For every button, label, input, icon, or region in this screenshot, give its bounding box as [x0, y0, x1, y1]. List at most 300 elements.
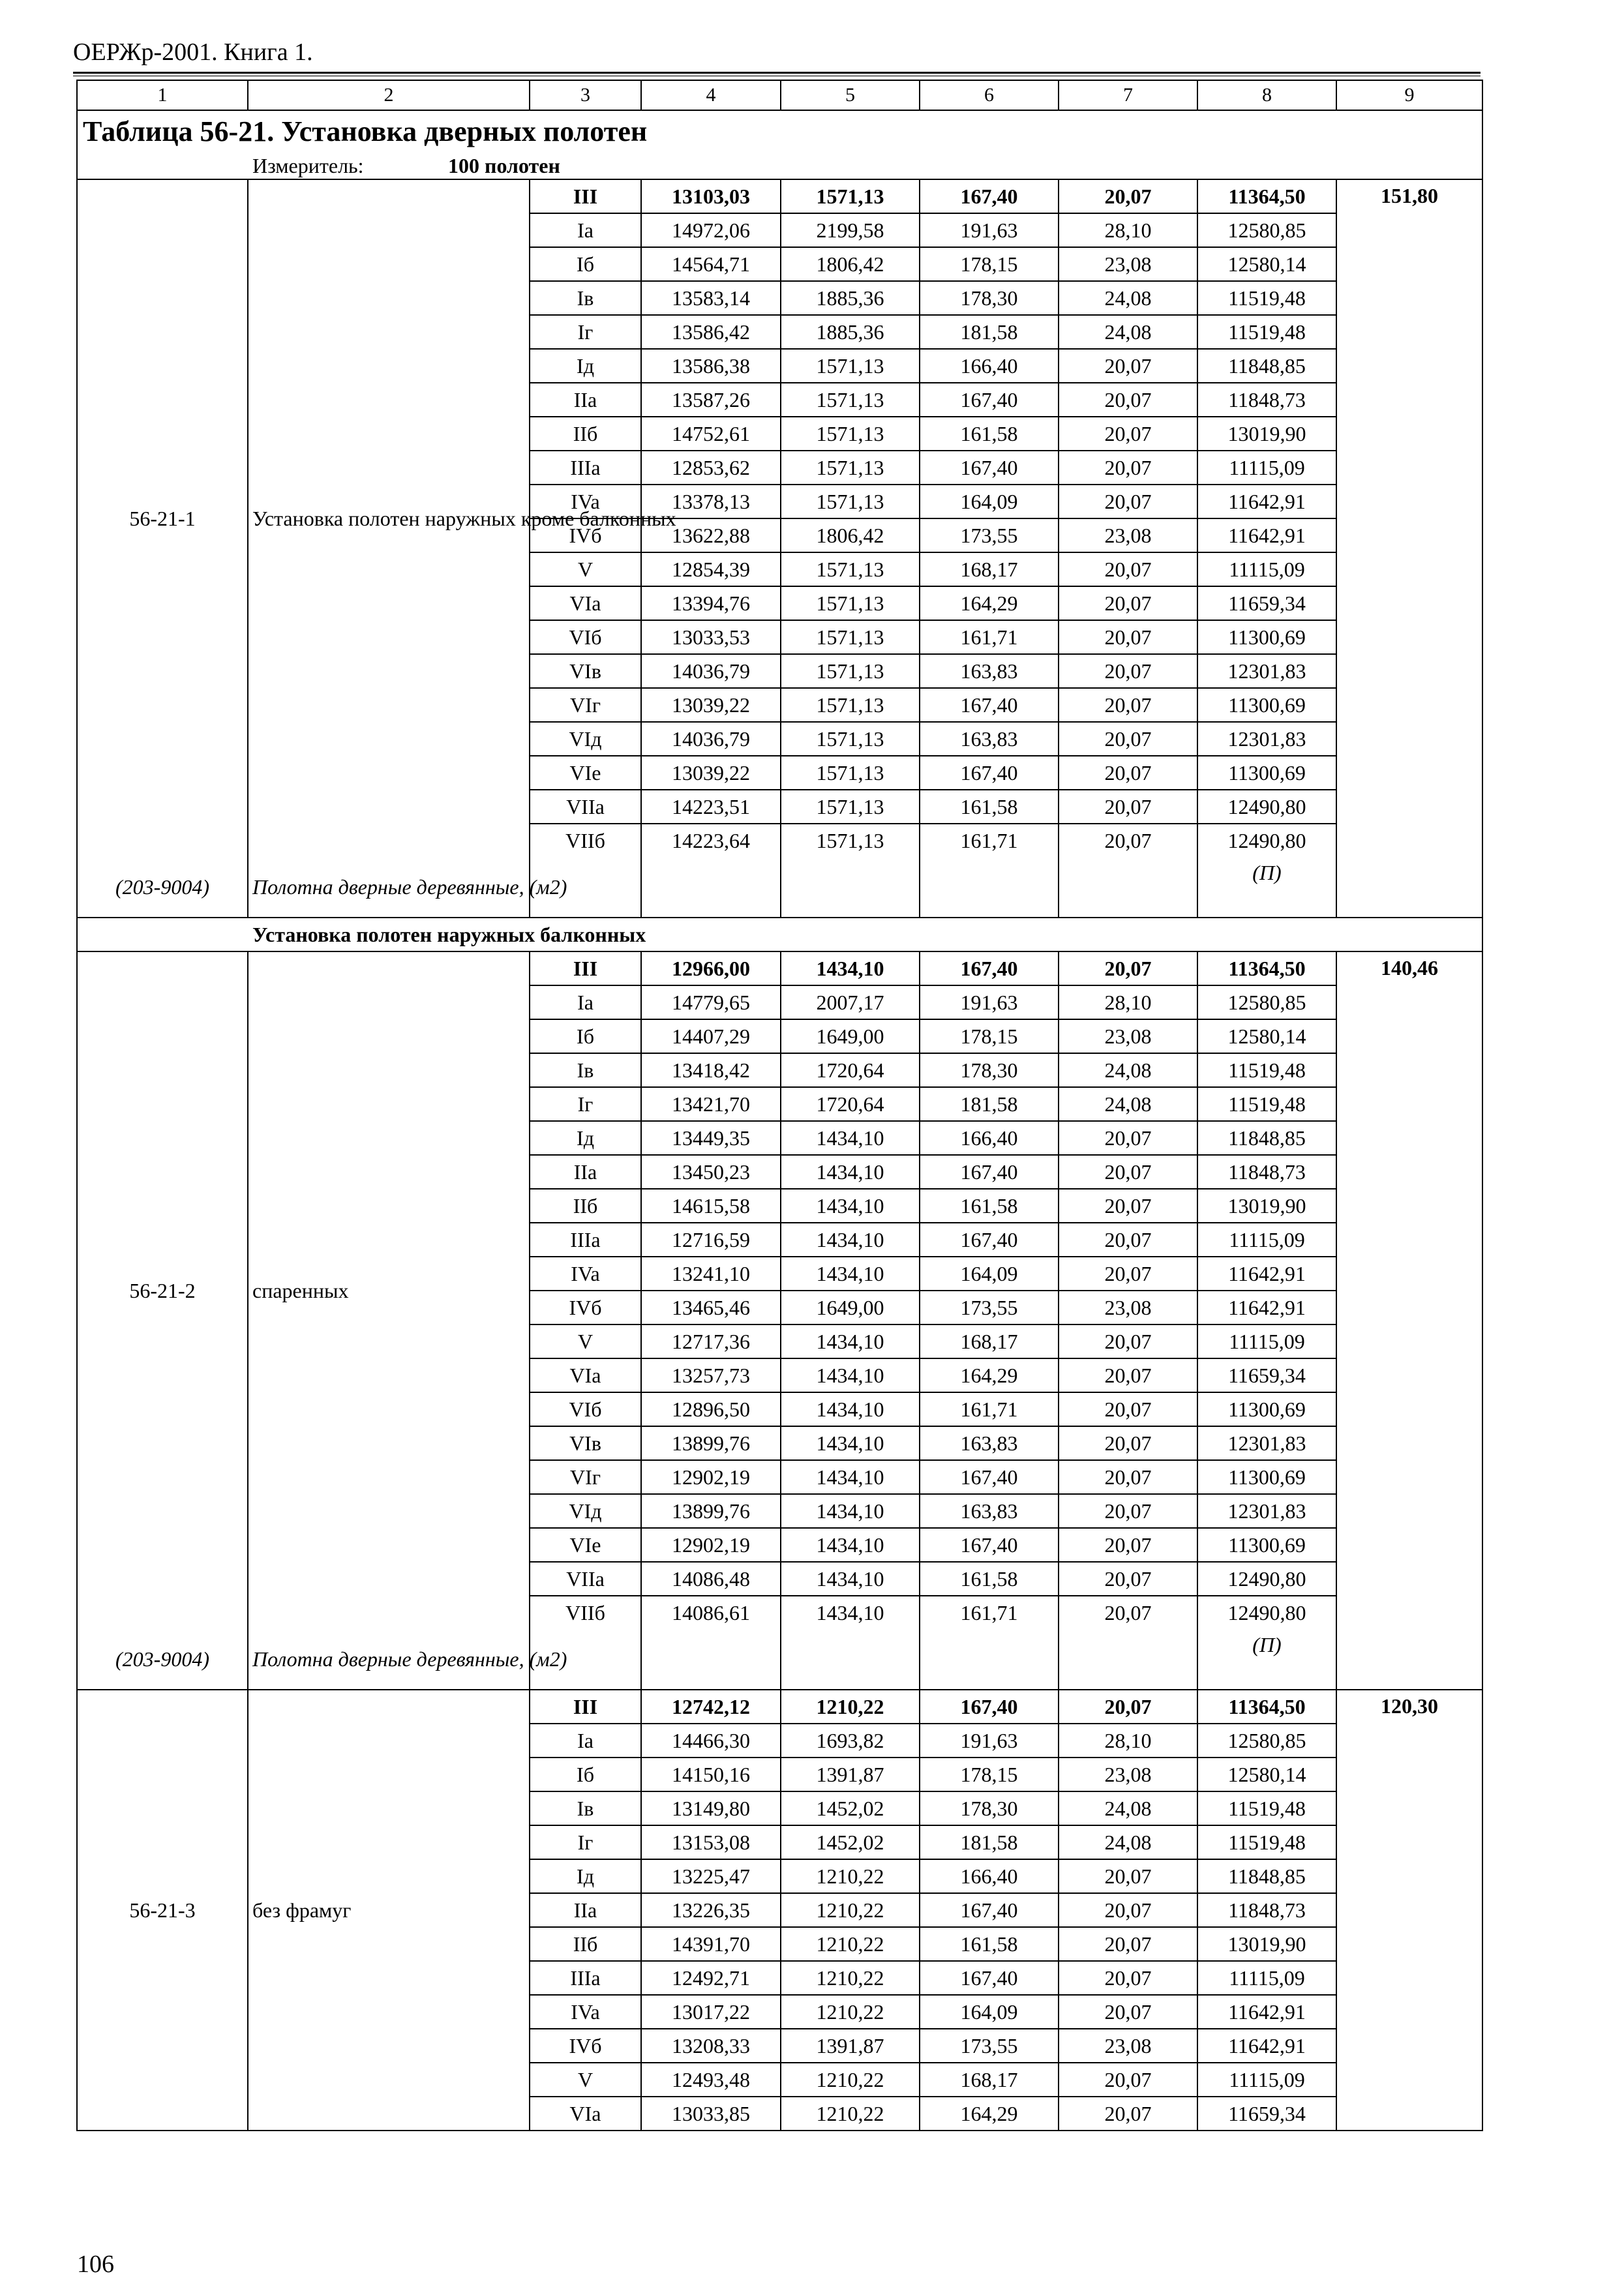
value-cell: 13586,42	[641, 315, 781, 349]
value-cell: 1571,13	[781, 654, 920, 688]
value-cell: 164,29	[920, 586, 1059, 620]
value-cell: 11115,09	[1197, 1961, 1336, 1995]
value-cell: 1210,22	[781, 2097, 920, 2131]
value-cell: 1571,13	[781, 179, 920, 213]
zone-cell: III	[530, 1690, 641, 1724]
value-cell: 13586,38	[641, 349, 781, 383]
value-cell: 1434,10	[781, 1562, 920, 1596]
value-cell: 11519,48	[1197, 1053, 1336, 1087]
value-cell: 12717,36	[641, 1324, 781, 1358]
value-cell: 12492,71	[641, 1961, 781, 1995]
value-cell: 11642,91	[1197, 1995, 1336, 2029]
value-cell: 23,08	[1059, 2029, 1197, 2063]
value-cell: 167,40	[920, 383, 1059, 417]
table-row	[77, 951, 1482, 985]
zone-cell: Iд	[530, 1859, 641, 1893]
value-cell: 20,07	[1059, 654, 1197, 688]
value-cell: 13039,22	[641, 756, 781, 790]
value-cell: 163,83	[920, 722, 1059, 756]
value-cell: 11519,48	[1197, 315, 1336, 349]
value-cell: 14466,30	[641, 1724, 781, 1758]
value-cell: 11115,09	[1197, 451, 1336, 485]
value-cell: 20,07	[1059, 1562, 1197, 1596]
rate-name: без фрамуг	[248, 1690, 530, 2131]
value-cell: 11642,91	[1197, 2029, 1336, 2063]
value-cell: 11115,09	[1197, 2063, 1336, 2097]
value-cell: 14615,58	[641, 1189, 781, 1223]
value-cell: 12854,39	[641, 552, 781, 586]
zone-cell: VIв	[530, 654, 641, 688]
value-cell: 1571,13	[781, 485, 920, 518]
rate-code: 56-21-3	[77, 1690, 248, 2131]
value-cell: 14036,79	[641, 654, 781, 688]
value-cell: 24,08	[1059, 1087, 1197, 1121]
value-cell: 13033,85	[641, 2097, 781, 2131]
value-cell: 13019,90	[1197, 417, 1336, 451]
value-cell: 1434,10	[781, 1189, 920, 1223]
value-cell: 13899,76	[641, 1494, 781, 1528]
table-row	[77, 179, 1482, 213]
value-cell: 12493,48	[641, 2063, 781, 2097]
value-cell: 1571,13	[781, 790, 920, 824]
value-cell: 1571,13	[781, 417, 920, 451]
value-cell: 1649,00	[781, 1291, 920, 1324]
value-cell: 14972,06	[641, 213, 781, 247]
value-cell: 13226,35	[641, 1893, 781, 1927]
value-cell: 20,07	[1059, 1155, 1197, 1189]
zone-cell: IVa	[530, 1995, 641, 2029]
zone-cell: IIб	[530, 1927, 641, 1961]
document-header: ОЕРЖр-2001. Книга 1.	[73, 38, 313, 66]
value-cell: 161,58	[920, 790, 1059, 824]
column-number: 8	[1197, 80, 1336, 110]
value-cell: 166,40	[920, 1859, 1059, 1893]
value-cell: 191,63	[920, 1724, 1059, 1758]
footnote-row	[77, 857, 1482, 918]
value-cell: 11642,91	[1197, 485, 1336, 518]
value-cell: 178,30	[920, 1791, 1059, 1825]
value-cell: 11659,34	[1197, 2097, 1336, 2131]
value-cell: 161,58	[920, 1189, 1059, 1223]
value-cell: 13017,22	[641, 1995, 781, 2029]
value-cell: 14564,71	[641, 247, 781, 281]
zone-cell: IVa	[530, 1257, 641, 1291]
zone-cell: Iг	[530, 1825, 641, 1859]
empty-cell	[920, 1629, 1059, 1690]
value-cell: 11848,73	[1197, 1893, 1336, 1927]
value-cell: 1434,10	[781, 1223, 920, 1257]
zone-cell: III	[530, 951, 641, 985]
value-cell: 12580,85	[1197, 213, 1336, 247]
zone-cell: IVб	[530, 1291, 641, 1324]
value-cell: 20,07	[1059, 383, 1197, 417]
value-cell: 178,15	[920, 247, 1059, 281]
value-cell: 11300,69	[1197, 620, 1336, 654]
value-cell: 1210,22	[781, 1690, 920, 1724]
value-cell: 13033,53	[641, 620, 781, 654]
value-cell: 12966,00	[641, 951, 781, 985]
value-cell: 20,07	[1059, 1358, 1197, 1392]
value-cell: 13899,76	[641, 1426, 781, 1460]
value-cell: 12580,85	[1197, 1724, 1336, 1758]
empty-cell	[1059, 1629, 1197, 1690]
value-cell: 13583,14	[641, 281, 781, 315]
zone-cell: IIб	[530, 417, 641, 451]
value-cell: 12902,19	[641, 1460, 781, 1494]
zone-cell: VIIa	[530, 1562, 641, 1596]
rate-code: 56-21-2	[77, 951, 248, 1629]
value-cell: 167,40	[920, 951, 1059, 985]
value-cell: 1434,10	[781, 951, 920, 985]
value-cell: 20,07	[1059, 1189, 1197, 1223]
value-cell: 23,08	[1059, 1758, 1197, 1791]
zone-cell: Iв	[530, 1791, 641, 1825]
zone-cell: IIб	[530, 1189, 641, 1223]
value-cell: 1806,42	[781, 247, 920, 281]
value-cell: 20,07	[1059, 552, 1197, 586]
value-cell: 167,40	[920, 1223, 1059, 1257]
value-cell: 167,40	[920, 179, 1059, 213]
value-cell: 1452,02	[781, 1791, 920, 1825]
zone-cell: IIIa	[530, 1223, 641, 1257]
value-cell: 1434,10	[781, 1392, 920, 1426]
value-cell: 23,08	[1059, 247, 1197, 281]
rate-name: спаренных	[248, 951, 530, 1629]
value-cell: 1571,13	[781, 383, 920, 417]
value-cell: 11364,50	[1197, 179, 1336, 213]
value-cell: 20,07	[1059, 1223, 1197, 1257]
value-cell: 14752,61	[641, 417, 781, 451]
value-cell: 12580,14	[1197, 1019, 1336, 1053]
value-cell: 178,30	[920, 281, 1059, 315]
measure-label: Измеритель:	[252, 154, 364, 177]
zone-cell: VIг	[530, 1460, 641, 1494]
value-cell: 181,58	[920, 1825, 1059, 1859]
value-cell: 13418,42	[641, 1053, 781, 1087]
value-cell: 1210,22	[781, 1995, 920, 2029]
measure-row	[77, 153, 1482, 179]
value-cell: 20,07	[1059, 586, 1197, 620]
value-cell: 24,08	[1059, 281, 1197, 315]
column-number: 9	[1336, 80, 1482, 110]
value-cell: 20,07	[1059, 1995, 1197, 2029]
value-cell: 20,07	[1059, 951, 1197, 985]
empty-cell	[781, 857, 920, 918]
value-cell: 13149,80	[641, 1791, 781, 1825]
value-cell: 1693,82	[781, 1724, 920, 1758]
column-number: 4	[641, 80, 781, 110]
measure-value: 100 полотен	[448, 154, 560, 177]
value-cell: 13421,70	[641, 1087, 781, 1121]
zone-cell: IIIa	[530, 1961, 641, 1995]
value-cell: 20,07	[1059, 1690, 1197, 1724]
value-cell: 1571,13	[781, 722, 920, 756]
value-cell: 24,08	[1059, 1791, 1197, 1825]
footnote-code: (203-9004)	[77, 1629, 248, 1690]
empty-cell	[1059, 857, 1197, 918]
value-cell: 20,07	[1059, 349, 1197, 383]
value-cell: 12490,80	[1197, 1562, 1336, 1596]
value-cell: 1210,22	[781, 1893, 920, 1927]
material-value: 151,80	[1336, 179, 1482, 918]
value-cell: 28,10	[1059, 985, 1197, 1019]
value-cell: 14150,16	[641, 1758, 781, 1791]
value-cell: 11848,85	[1197, 1859, 1336, 1893]
value-cell: 1391,87	[781, 2029, 920, 2063]
value-cell: 11519,48	[1197, 1087, 1336, 1121]
value-cell: 173,55	[920, 2029, 1059, 2063]
value-cell: 173,55	[920, 1291, 1059, 1324]
zone-cell: Ia	[530, 213, 641, 247]
value-cell: 20,07	[1059, 1494, 1197, 1528]
value-cell: 13450,23	[641, 1155, 781, 1189]
value-cell: 181,58	[920, 315, 1059, 349]
zone-cell: IVa	[530, 485, 641, 518]
value-cell: 20,07	[1059, 2097, 1197, 2131]
zone-cell: VIe	[530, 756, 641, 790]
subsection-row	[77, 918, 1482, 951]
value-cell: 11300,69	[1197, 1392, 1336, 1426]
value-cell: 12490,80	[1197, 790, 1336, 824]
value-cell: 1210,22	[781, 2063, 920, 2097]
value-cell: 1885,36	[781, 281, 920, 315]
value-cell: 161,71	[920, 1392, 1059, 1426]
value-cell: 167,40	[920, 1528, 1059, 1562]
value-cell: 2007,17	[781, 985, 920, 1019]
value-cell: 178,15	[920, 1019, 1059, 1053]
value-cell: 11659,34	[1197, 1358, 1336, 1392]
value-cell: 12580,14	[1197, 247, 1336, 281]
value-cell: 13378,13	[641, 485, 781, 518]
value-cell: 20,07	[1059, 1257, 1197, 1291]
zone-cell: Iд	[530, 1121, 641, 1155]
value-cell: 164,09	[920, 1257, 1059, 1291]
value-cell: 20,07	[1059, 756, 1197, 790]
column-number: 2	[248, 80, 530, 110]
column-number: 5	[781, 80, 920, 110]
value-cell: 1452,02	[781, 1825, 920, 1859]
value-cell: 13465,46	[641, 1291, 781, 1324]
zone-cell: IIIa	[530, 451, 641, 485]
value-cell: 1885,36	[781, 315, 920, 349]
subsection-title: Установка полотен наружных балконных	[252, 923, 646, 946]
value-cell: 20,07	[1059, 824, 1197, 857]
value-cell: 13208,33	[641, 2029, 781, 2063]
value-cell: 1210,22	[781, 1859, 920, 1893]
value-cell: 1391,87	[781, 1758, 920, 1791]
value-cell: 1210,22	[781, 1927, 920, 1961]
zone-cell: Iг	[530, 315, 641, 349]
value-cell: 20,07	[1059, 1596, 1197, 1629]
column-number: 6	[920, 80, 1059, 110]
value-cell: 1571,13	[781, 688, 920, 722]
value-cell: 1571,13	[781, 756, 920, 790]
value-cell: 1210,22	[781, 1961, 920, 1995]
value-cell: 11848,73	[1197, 1155, 1336, 1189]
value-cell: 13257,73	[641, 1358, 781, 1392]
value-cell: 20,07	[1059, 620, 1197, 654]
zone-cell: Ia	[530, 985, 641, 1019]
empty-cell	[641, 857, 781, 918]
value-cell: 14407,29	[641, 1019, 781, 1053]
value-cell: 12742,12	[641, 1690, 781, 1724]
value-cell: 13622,88	[641, 518, 781, 552]
zone-cell: IVб	[530, 518, 641, 552]
value-cell: 20,07	[1059, 1859, 1197, 1893]
value-cell: 11519,48	[1197, 281, 1336, 315]
value-cell: 12580,85	[1197, 985, 1336, 1019]
zone-cell: V	[530, 2063, 641, 2097]
value-cell: 167,40	[920, 1893, 1059, 1927]
value-cell: 1571,13	[781, 586, 920, 620]
value-cell: 167,40	[920, 1690, 1059, 1724]
value-cell: 167,40	[920, 1961, 1059, 1995]
value-cell: 163,83	[920, 1426, 1059, 1460]
value-cell: 14036,79	[641, 722, 781, 756]
footnote-row	[77, 1629, 1482, 1690]
value-cell: 191,63	[920, 213, 1059, 247]
value-cell: 20,07	[1059, 1460, 1197, 1494]
zone-cell: VIб	[530, 620, 641, 654]
empty-cell	[641, 1629, 781, 1690]
value-cell: 178,15	[920, 1758, 1059, 1791]
value-cell: 20,07	[1059, 179, 1197, 213]
value-cell: 1720,64	[781, 1053, 920, 1087]
value-cell: 12490,80	[1197, 1596, 1336, 1629]
value-cell: 168,17	[920, 1324, 1059, 1358]
value-cell: 178,30	[920, 1053, 1059, 1087]
rates-table	[76, 80, 1483, 2131]
zone-cell: VIг	[530, 688, 641, 722]
value-cell: 13225,47	[641, 1859, 781, 1893]
column-number: 7	[1059, 80, 1197, 110]
value-cell: 11519,48	[1197, 1825, 1336, 1859]
value-cell: 11300,69	[1197, 1528, 1336, 1562]
value-cell: 14223,51	[641, 790, 781, 824]
value-cell: 163,83	[920, 1494, 1059, 1528]
zone-cell: Iв	[530, 1053, 641, 1087]
value-cell: 11115,09	[1197, 1223, 1336, 1257]
value-cell: 20,07	[1059, 485, 1197, 518]
column-number: 3	[530, 80, 641, 110]
value-cell: 11364,50	[1197, 951, 1336, 985]
value-cell: 28,10	[1059, 213, 1197, 247]
value-cell: 14223,64	[641, 824, 781, 857]
rate-name: Установка полотен наружных кроме балконных	[248, 179, 530, 857]
value-cell: 181,58	[920, 1087, 1059, 1121]
value-cell: 166,40	[920, 349, 1059, 383]
value-cell: 11642,91	[1197, 1291, 1336, 1324]
value-cell: 20,07	[1059, 1392, 1197, 1426]
value-cell: 11642,91	[1197, 1257, 1336, 1291]
value-cell: 14779,65	[641, 985, 781, 1019]
value-cell: 11519,48	[1197, 1791, 1336, 1825]
zone-cell: VIд	[530, 1494, 641, 1528]
zone-cell: Iг	[530, 1087, 641, 1121]
zone-cell: VIe	[530, 1528, 641, 1562]
value-cell: 163,83	[920, 654, 1059, 688]
value-cell: 20,07	[1059, 1121, 1197, 1155]
value-cell: 20,07	[1059, 417, 1197, 451]
material-value: 140,46	[1336, 951, 1482, 1690]
column-number: 1	[77, 80, 248, 110]
value-cell: 12853,62	[641, 451, 781, 485]
value-cell: 24,08	[1059, 1053, 1197, 1087]
value-cell: 11642,91	[1197, 518, 1336, 552]
value-cell: 1571,13	[781, 349, 920, 383]
value-cell: 13019,90	[1197, 1927, 1336, 1961]
value-cell: 13153,08	[641, 1825, 781, 1859]
value-cell: 20,07	[1059, 1528, 1197, 1562]
footnote-name: Полотна дверные деревянные, (м2)	[248, 1629, 530, 1690]
zone-cell: V	[530, 552, 641, 586]
value-cell: 167,40	[920, 1155, 1059, 1189]
table-title-row	[77, 110, 1482, 153]
value-cell: 1806,42	[781, 518, 920, 552]
table-row	[77, 1690, 1482, 1724]
value-cell: 164,09	[920, 485, 1059, 518]
value-cell: 13449,35	[641, 1121, 781, 1155]
value-cell: 20,07	[1059, 1426, 1197, 1460]
header-rule	[73, 72, 1481, 74]
value-cell: 1434,10	[781, 1494, 920, 1528]
value-cell: 12716,59	[641, 1223, 781, 1257]
value-cell: 20,07	[1059, 790, 1197, 824]
empty-cell	[781, 1629, 920, 1690]
value-cell: 167,40	[920, 688, 1059, 722]
value-cell: 13394,76	[641, 586, 781, 620]
zone-cell: VIIб	[530, 824, 641, 857]
value-cell: 13019,90	[1197, 1189, 1336, 1223]
value-cell: 11848,73	[1197, 383, 1336, 417]
value-cell: 1571,13	[781, 824, 920, 857]
footnote-unit: (П)	[1197, 1629, 1336, 1690]
value-cell: 1434,10	[781, 1460, 920, 1494]
value-cell: 13587,26	[641, 383, 781, 417]
value-cell: 20,07	[1059, 2063, 1197, 2097]
value-cell: 11848,85	[1197, 349, 1336, 383]
zone-cell: Iб	[530, 247, 641, 281]
value-cell: 11115,09	[1197, 552, 1336, 586]
zone-cell: Iд	[530, 349, 641, 383]
value-cell: 167,40	[920, 451, 1059, 485]
value-cell: 1571,13	[781, 620, 920, 654]
zone-cell: Iб	[530, 1758, 641, 1791]
value-cell: 164,29	[920, 2097, 1059, 2131]
value-cell: 14086,48	[641, 1562, 781, 1596]
value-cell: 28,10	[1059, 1724, 1197, 1758]
value-cell: 1434,10	[781, 1121, 920, 1155]
value-cell: 11300,69	[1197, 688, 1336, 722]
zone-cell: IIa	[530, 1155, 641, 1189]
empty-cell	[920, 857, 1059, 918]
zone-cell: VIб	[530, 1392, 641, 1426]
zone-cell: Ia	[530, 1724, 641, 1758]
value-cell: 14391,70	[641, 1927, 781, 1961]
column-number-row	[77, 80, 1482, 110]
value-cell: 12301,83	[1197, 654, 1336, 688]
value-cell: 2199,58	[781, 213, 920, 247]
value-cell: 12896,50	[641, 1392, 781, 1426]
value-cell: 11364,50	[1197, 1690, 1336, 1724]
value-cell: 20,07	[1059, 1324, 1197, 1358]
value-cell: 1434,10	[781, 1358, 920, 1392]
value-cell: 12902,19	[641, 1528, 781, 1562]
value-cell: 168,17	[920, 2063, 1059, 2097]
page-number: 106	[77, 2251, 114, 2278]
value-cell: 24,08	[1059, 315, 1197, 349]
zone-cell: VIIa	[530, 790, 641, 824]
